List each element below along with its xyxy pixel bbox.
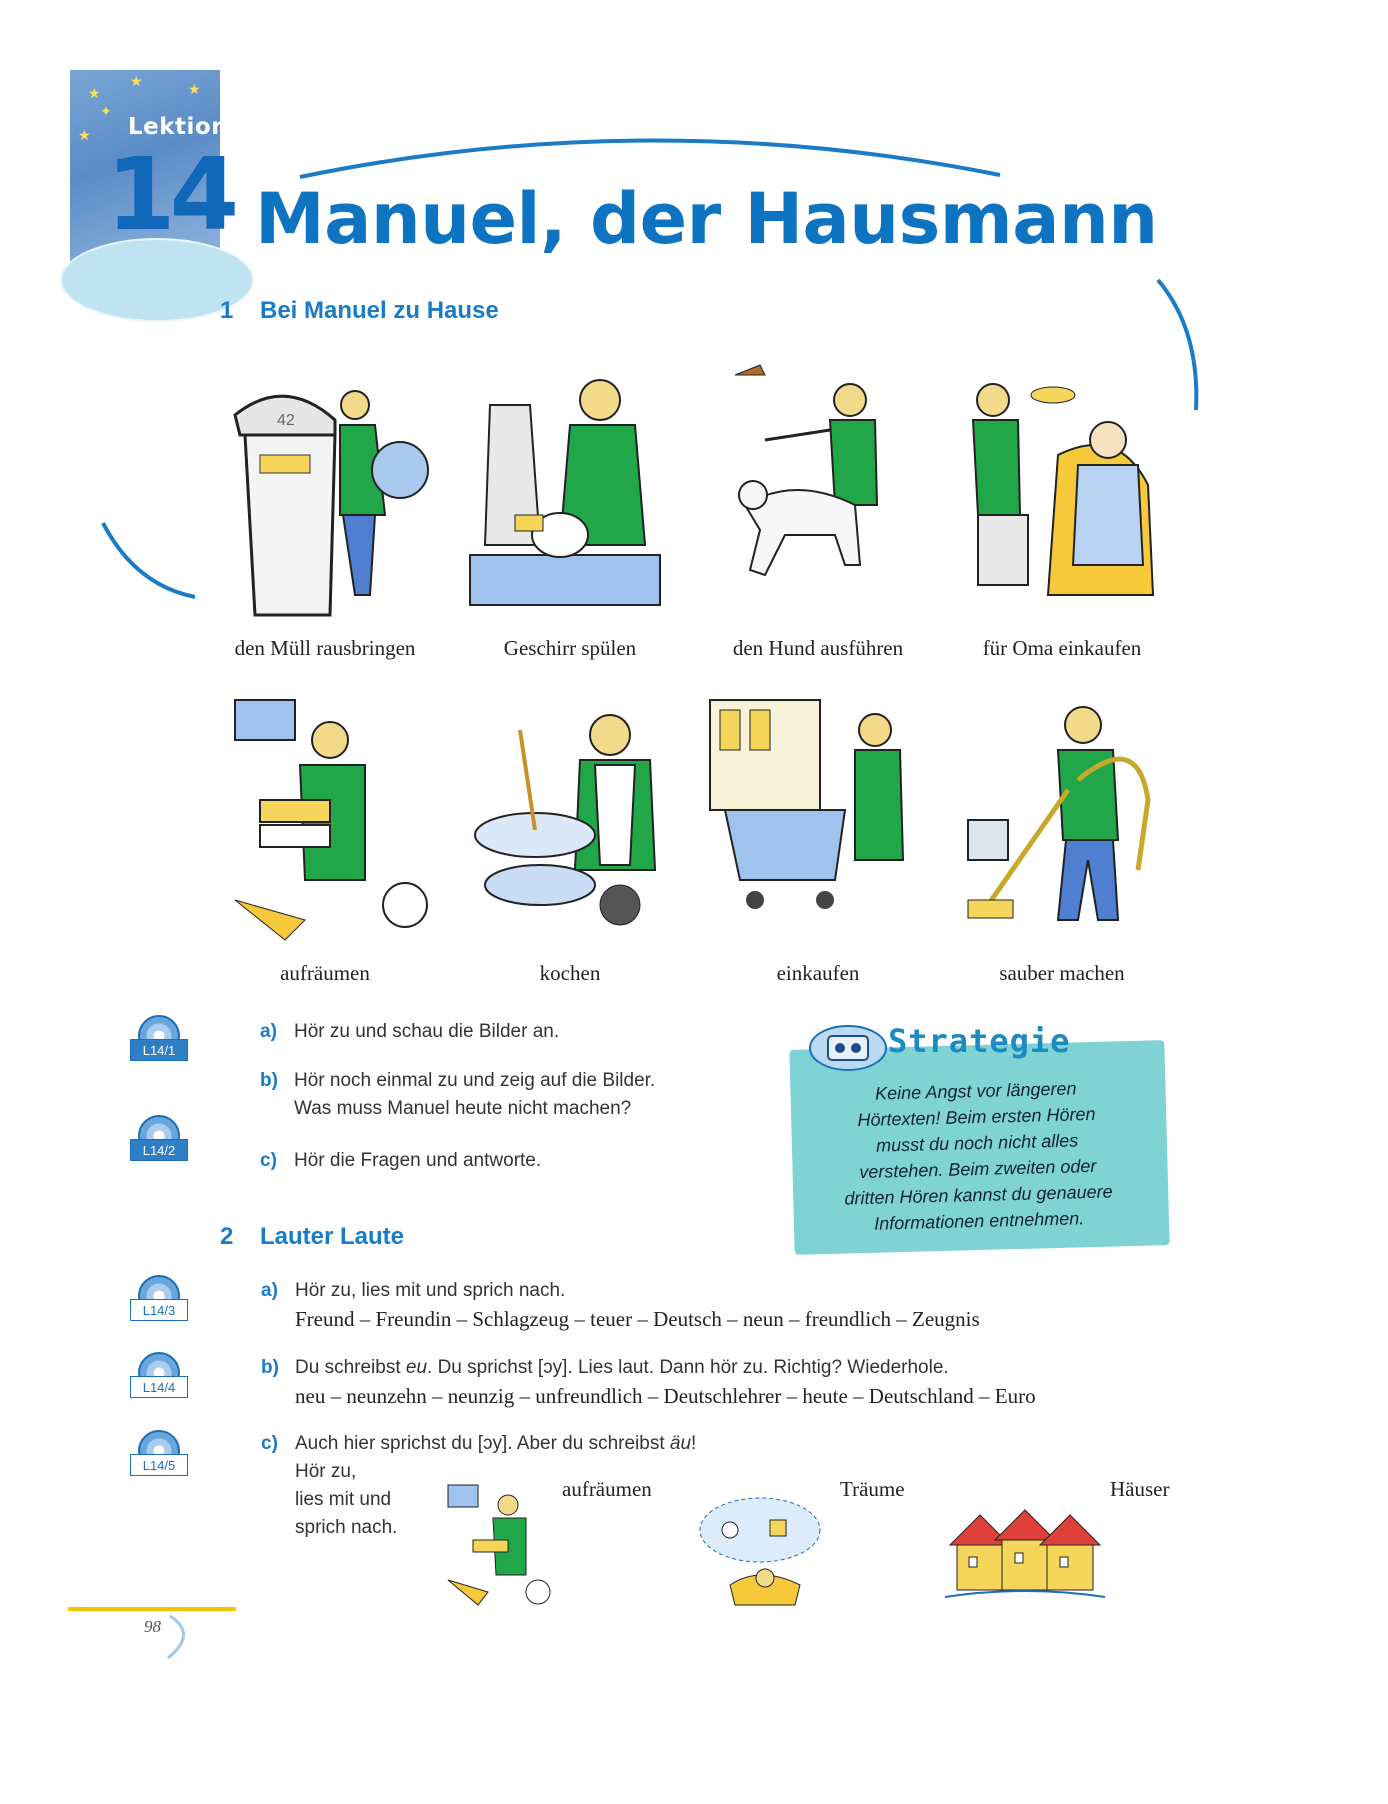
illustration-cooking: [460, 690, 682, 950]
caption-8: sauber machen: [999, 961, 1125, 985]
footer-line: [68, 1607, 236, 1611]
strategy-text: [788, 1073, 1167, 1239]
word-list: Freund – Freundin – Schlagzeug – teuer – Deutsch – neun – freundlich – Zeugnis: [295, 1307, 980, 1331]
track-label: L14/3: [130, 1299, 188, 1321]
task-instruction: Auch hier sprichst du [ɔy]. Aber du schreibst äu!: [295, 1433, 697, 1454]
task-1a: [260, 1018, 560, 1046]
section-1-heading: [220, 297, 499, 325]
audio-track-l14-1[interactable]: [130, 1015, 188, 1065]
caption-1: den Müll rausbringen: [234, 636, 416, 660]
illustration-haeuser-small: [945, 1485, 1105, 1610]
lesson-label: Lektion: [128, 114, 229, 140]
strategy-line: Hörtexten! Beim ersten Hören: [857, 1103, 1096, 1131]
word-traeume: Träume: [840, 1477, 905, 1501]
caption-6: kochen: [539, 961, 601, 985]
strategy-line: Keine Angst vor längeren: [874, 1078, 1077, 1104]
task-letter: c): [261, 1433, 278, 1454]
task-letter: c): [260, 1150, 277, 1171]
task-text: Hör zu und schau die Bilder an.: [294, 1021, 560, 1042]
decorative-arc-left: [95, 515, 205, 605]
task-2b: [261, 1354, 1036, 1410]
strategy-line: dritten Hören kannst du genauere: [844, 1181, 1113, 1209]
track-label: L14/1: [130, 1039, 188, 1061]
strategy-title: Strategie: [888, 1022, 1071, 1060]
section-number: 1: [220, 297, 234, 324]
word-aufraeumen: aufräumen: [562, 1477, 652, 1501]
strategy-line: Informationen entnehmen.: [873, 1208, 1085, 1234]
illustration-dog: [705, 365, 927, 625]
illustration-shopping: [705, 690, 927, 950]
task-letter: a): [261, 1280, 278, 1301]
illustration-vacuum: [948, 690, 1170, 950]
strategy-line: musst du noch nicht alles: [875, 1130, 1079, 1156]
task-text: Hör die Fragen und antworte.: [294, 1150, 542, 1171]
svg-text:42: 42: [277, 412, 295, 429]
illustration-trash: [215, 365, 437, 625]
section-title: Bei Manuel zu Hause: [260, 297, 499, 324]
task-side-line: sprich nach.: [295, 1517, 398, 1538]
walkman-icon: [808, 1022, 888, 1074]
track-label: L14/5: [130, 1454, 188, 1476]
audio-track-l14-4[interactable]: [130, 1352, 188, 1402]
task-instruction: Hör zu, lies mit und sprich nach.: [295, 1280, 566, 1301]
task-letter: b): [261, 1357, 279, 1378]
lesson-badge: ★ ★ ★ ★ ✦ Lektion 14: [70, 70, 220, 263]
word-haeuser: Häuser: [1110, 1477, 1170, 1501]
lesson-number: 14: [106, 136, 234, 253]
task-letter: a): [260, 1021, 277, 1042]
caption-3: den Hund ausführen: [732, 636, 904, 660]
task-instruction: Du schreibst eu. Du sprichst [ɔy]. Lies laut. Dann hör zu. Richtig? Wiederhole.: [295, 1357, 949, 1378]
caption-4: für Oma einkaufen: [982, 636, 1142, 660]
illustration-aufraeumen-small: [438, 1480, 563, 1610]
task-1b: [260, 1067, 656, 1123]
task-side-line: Hör zu,: [295, 1461, 357, 1482]
illustration-tidy-up: [215, 690, 437, 950]
task-letter: b): [260, 1070, 278, 1091]
task-text-line1: Hör noch einmal zu und zeig auf die Bilder.: [294, 1070, 656, 1091]
task-text-line2: Was muss Manuel heute nicht machen?: [294, 1098, 632, 1119]
section-title: Lauter Laute: [260, 1223, 405, 1250]
caption-2: Geschirr spülen: [503, 636, 637, 660]
illustration-grandma: [948, 365, 1170, 625]
decorative-arc-top: [290, 125, 1010, 185]
word-list: neu – neunzehn – neunzig – unfreundlich – Deutschlehrer – heute – Deutschland – Euro: [295, 1384, 1036, 1408]
track-label: L14/4: [130, 1376, 188, 1398]
section-2-heading: [220, 1223, 404, 1251]
illustration-traeume-small: [690, 1490, 830, 1610]
caption-7: einkaufen: [776, 961, 860, 985]
strategy-line: verstehen. Beim zweiten oder: [859, 1155, 1097, 1183]
audio-track-l14-5[interactable]: [130, 1430, 188, 1480]
task-1c: [260, 1147, 542, 1175]
track-label: L14/2: [130, 1139, 188, 1161]
section-number: 2: [220, 1223, 234, 1250]
task-side-line: lies mit und: [295, 1489, 392, 1510]
page-number: 98: [144, 1617, 161, 1636]
task-2a: [261, 1277, 980, 1333]
page-title: Manuel, der Hausmann: [255, 178, 1158, 260]
illustration-dishes: [460, 365, 682, 625]
audio-track-l14-2[interactable]: [130, 1115, 188, 1165]
caption-5: aufräumen: [280, 961, 370, 985]
audio-track-l14-3[interactable]: [130, 1275, 188, 1325]
